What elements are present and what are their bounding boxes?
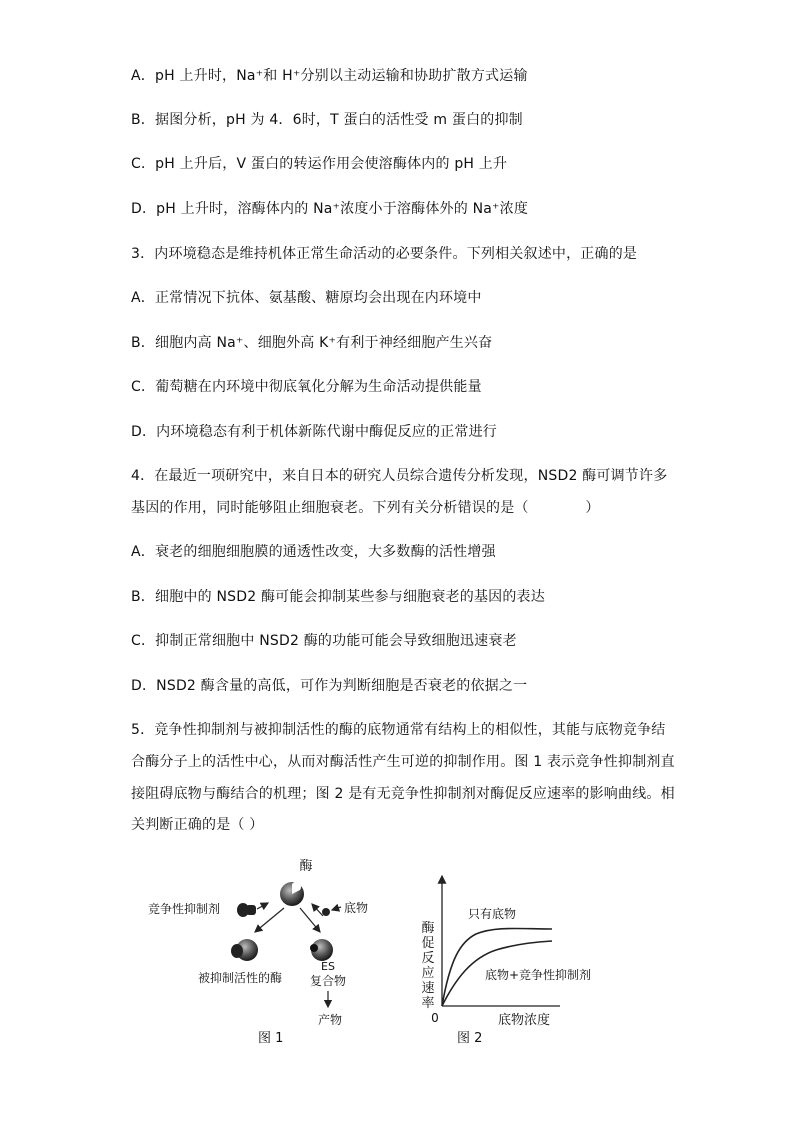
q4-option-c: C．抑制正常细胞中 NSD2 酶的功能可能会导致细胞迅速衰老 <box>131 633 517 649</box>
inhibitor-shape <box>237 903 256 917</box>
q2-option-c: C．pH 上升后，V 蛋白的转运作用会使溶酶体内的 pH 上升 <box>131 156 508 172</box>
enzyme-label: 酶 <box>299 859 313 874</box>
figure-1-svg <box>140 850 390 1050</box>
q4-option-d: D．NSD2 酶含量的高低，可作为判断细胞是否衰老的依据之一 <box>131 678 528 694</box>
origin-label: 0 <box>431 1011 439 1025</box>
series-label-with-inhibitor: 底物+竞争性抑制剂 <box>484 968 592 982</box>
q4-stem-line1: 4．在最近一项研究中，来自日本的研究人员综合遗传分析发现，NSD2 酶可调节许多 <box>131 468 668 484</box>
es-label: ES <box>321 960 335 973</box>
q2-option-b: B．据图分析，pH 为 4．6时，T 蛋白的活性受 m 蛋白的抑制 <box>131 112 523 128</box>
figure-1-caption: 图 1 <box>258 1031 284 1046</box>
substrate-dot <box>322 908 330 916</box>
q5-stem-line4: 关判断正确的是（ ） <box>131 817 264 833</box>
figure-1-mechanism <box>140 850 390 1050</box>
q5-stem-line1: 5．竞争性抑制剂与被抑制活性的酶的底物通常有结构上的相似性，其能与底物竞争结 <box>131 722 666 738</box>
figure-2-caption: 图 2 <box>457 1031 483 1046</box>
q3-option-b: B．细胞内高 Na⁺、细胞外高 K⁺有利于神经细胞产生兴奋 <box>131 335 493 351</box>
q3-option-c: C．葡萄糖在内环境中彻底氧化分解为生命活动提供能量 <box>131 379 482 395</box>
enzyme-shape <box>280 882 304 906</box>
figure-2-svg <box>410 850 610 1050</box>
q4-option-b: B．细胞中的 NSD2 酶可能会抑制某些参与细胞衰老的基因的表达 <box>131 589 545 605</box>
series-label-substrate-only: 只有底物 <box>467 907 517 921</box>
q4-option-a: A．衰老的细胞细胞膜的通透性改变，大多数酶的活性增强 <box>131 544 496 560</box>
inhibited-enzyme-shape <box>231 939 258 961</box>
x-axis-label: 底物浓度 <box>497 1013 551 1028</box>
q3-stem: 3．内环境稳态是维持机体正常生命活动的必要条件。下列相关叙述中，正确的是 <box>131 246 638 262</box>
y-axis-label: 酶促反应速率 <box>421 921 435 1011</box>
figure-2-chart <box>410 850 610 1050</box>
q3-option-d: D．内环境稳态有利于机体新陈代谢中酶促反应的正常进行 <box>131 424 497 440</box>
inhibitor-label: 竞争性抑制剂 <box>148 902 221 916</box>
q2-option-a: A．pH 上升时，Na⁺和 H⁺分别以主动运输和协助扩散方式运输 <box>131 68 528 84</box>
q2-option-d: D．pH 上升时，溶酶体内的 Na⁺浓度小于溶酶体外的 Na⁺浓度 <box>131 201 529 217</box>
q3-option-a: A．正常情况下抗体、氨基酸、糖原均会出现在内环境中 <box>131 290 482 306</box>
q5-stem-line2: 合酶分子上的活性中心，从而对酶活性产生可逆的抑制作用。图 1 表示竞争性抑制剂直 <box>131 754 675 770</box>
product-label: 产物 <box>317 1013 343 1027</box>
complex-label: 复合物 <box>309 974 347 988</box>
inhibited-enzyme-label: 被抑制活性的酶 <box>197 971 283 985</box>
es-complex-shape <box>310 939 333 961</box>
q4-stem-line2: 基因的作用，同时能够阻止细胞衰老。下列有关分析错误的是（ ） <box>131 500 600 516</box>
q5-stem-line3: 接阻碍底物与酶结合的机理；图 2 是有无竞争性抑制剂对酶促反应速率的影响曲线。相 <box>131 786 675 802</box>
substrate-label: 底物 <box>344 901 369 915</box>
